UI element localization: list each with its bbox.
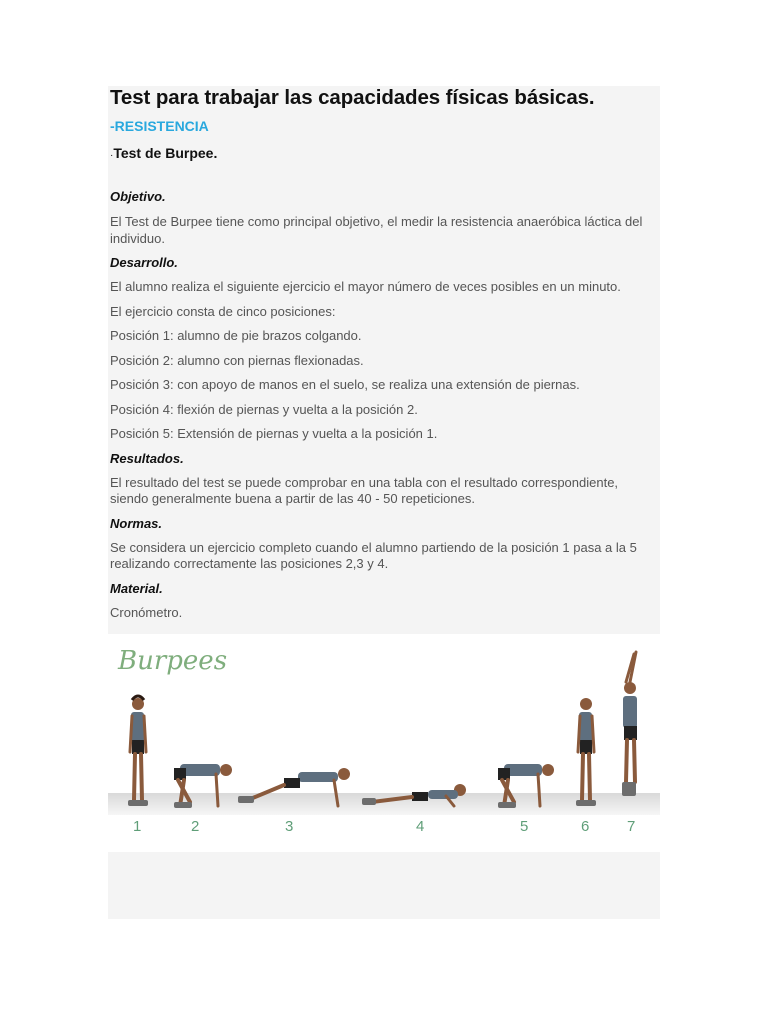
figure-squat-2 [174,764,232,808]
figure-pushup-4 [362,784,466,806]
step-label-3: 3 [285,818,294,835]
bullet-dot: · [110,150,114,161]
material-heading: Material. [110,580,163,596]
subtitle-text: Test de Burpee. [113,145,218,161]
objetivo-text: El Test de Burpee tiene como principal objetivo, el medir la resistencia anaeróbica láctica del individuo. [110,214,643,246]
posicion-4: Posición 4: flexión de piernas y vuelta a la posición 2. [110,401,418,417]
posicion-5: Posición 5: Extensión de piernas y vuelta a la posición 1. [110,426,438,441]
desarrollo-heading: Desarrollo. [110,255,178,270]
burpees-logo: Burpees [118,646,228,676]
step-label-4: 4 [416,818,425,835]
step-label-6: 6 [581,818,590,835]
figure-squat-5 [498,764,554,808]
step-label-5: 5 [520,818,529,835]
resultados-heading: Resultados. [110,450,184,466]
resultados-text: El resultado del test se puede comprobar en una tabla con el resultado correspondiente, siendo generalmente buena a partir de las 40 - 50 repeticiones. [110,474,619,506]
normas-text: Se considera un ejercicio completo cuando el alumno partiendo de la posición 1 pasa a la 5 realizando correctamente las posiciones 2,3 y 4. [110,539,637,571]
material-text: Cronómetro. [110,604,183,620]
page-title: Test para trabajar las capacidades físicas básicas. [110,86,595,109]
burpee-illustration [108,640,660,845]
posicion-1: Posición 1: alumno de pie brazos colgando. [110,328,362,343]
normas-heading: Normas. [110,515,163,531]
figure-standing-1 [128,696,148,806]
figures-svg [108,640,660,845]
test-subtitle [110,144,655,165]
figure-standing-6 [576,698,596,806]
step-label-7: 7 [627,818,636,835]
objetivo-heading: Objetivo. [110,189,166,204]
figure-jump-7 [622,652,637,796]
section-tag: -RESISTENCIA [110,118,209,134]
document-content [110,86,655,621]
desarrollo-text: El alumno realiza el siguiente ejercicio el mayor número de veces posibles en un minuto. [110,279,621,294]
posicion-3: Posición 3: con apoyo de manos en el suelo, se realiza una extensión de piernas. [110,377,580,392]
posiciones-intro: El ejercicio consta de cinco posiciones: [110,303,336,319]
bottom-panel [108,852,660,919]
step-label-2: 2 [191,818,200,835]
step-label-1: 1 [133,818,142,835]
figure-plank-3 [238,768,350,806]
posicion-2: Posición 2: alumno con piernas flexionadas. [110,352,364,368]
